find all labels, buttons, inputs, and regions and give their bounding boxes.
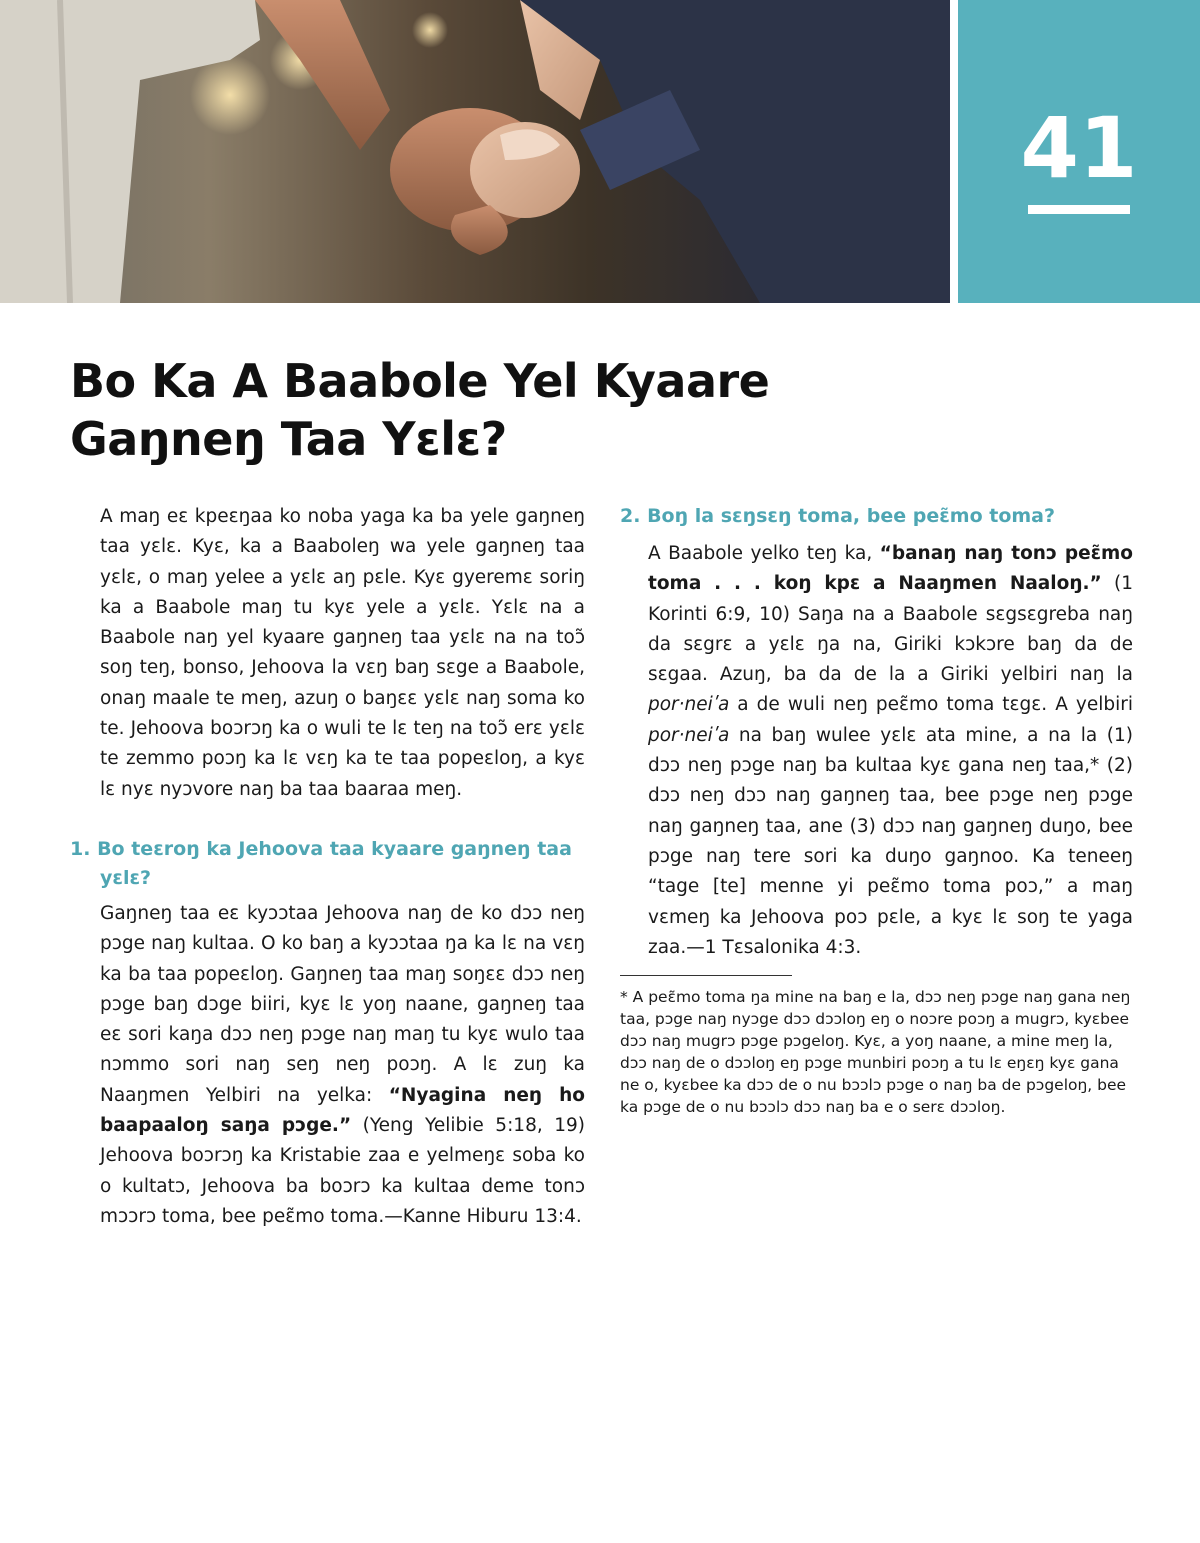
question-heading-2 (620, 502, 1133, 531)
answer-paragraph-1 (100, 899, 585, 1232)
page-title (70, 352, 890, 468)
holding-hands-photo (0, 0, 950, 303)
lesson-number: 41 (1020, 99, 1138, 197)
answer-1-text-a: Gaŋneŋ taa eɛ kyɔɔtaa Jehoova naŋ de ko dɔɔ neŋ pɔge naŋ kultaa. O ko baŋ a kyɔɔtaa ŋa ka lɛ na vɛŋ ka ba taa popeɛloŋ. Gaŋneŋ taa maŋ soŋɛɛ dɔɔ neŋ pɔge baŋ dɔge biiri, kyɛ lɛ yoŋ naane, gaŋneŋ taa eɛ sori kaŋa dɔɔ neŋ pɔge naŋ maŋ tu kyɛ wulo taa nɔmmo sori naŋ seŋ neŋ poɔŋ. A lɛ zuŋ ka Naaŋmen Yelbiri na yelka: (100, 902, 585, 1106)
answer-2-quote: “banaŋ naŋ tonɔ peɛ̃mo toma . . . koŋ kpɛ a Naaŋmen Naaloŋ.” (648, 543, 1133, 595)
question-text-1: Bo teɛroŋ ka Jehoova taa kyaare gaŋneŋ taa yɛlɛ? (97, 837, 572, 889)
answer-2-term: por·neiʹa (648, 694, 730, 716)
footnote-divider (620, 975, 792, 976)
footnote: * A peɛ̃mo toma ŋa mine na baŋ e la, dɔɔ neŋ pɔge naŋ gana neŋ taa, pɔge naŋ nyɔge dɔɔ dɔɔloŋ eŋ o noɔre poɔŋ a mugrɔ, kyɛbee dɔɔ naŋ mugrɔ pɔge pɔgeloŋ. Kyɛ, a yoŋ naane, a mine meŋ la, dɔɔ naŋ de o dɔɔloŋ eŋ pɔge munbiri poɔŋ a tu lɛ eŋɛŋ kyɛ gana ne o, kyɛbee ka dɔɔ de o nu bɔɔlɔ pɔge o naŋ ba de pɔgeloŋ, bee ka pɔge de o nu bɔɔlɔ dɔɔ naŋ ba e o serɛ dɔɔloŋ. (620, 988, 1131, 1117)
question-heading-1 (70, 835, 585, 893)
question-text-2: Boŋ la sɛŋsɛŋ toma, bee peɛ̃mo toma? (647, 505, 1056, 527)
answer-1-text-b: (Yeng Yelibie 5:18, 19) Jehoova boɔrɔŋ ka Kristabie zaa e yelmeŋɛ soba ko o kultatɔ, Jehoova ba boɔrɔ ka kultaa deme tonɔ mɔɔrɔ toma, bee peɛ̃mo toma.—Kanne Hiburu 13:4. (100, 1115, 585, 1227)
lesson-number-underline (1028, 205, 1130, 214)
answer-paragraph-2 (620, 539, 1133, 963)
lesson-number-box (958, 0, 1200, 303)
answer-2-text-a: A Baabole yelko teŋ ka, (648, 543, 873, 564)
answer-1-quote: “Nyagina neŋ ho baapaaloŋ saŋa pɔge.” (100, 1084, 585, 1137)
hero-photo (0, 0, 950, 303)
page-title-line-1: Bo Ka A Baabole Yel Kyaare (70, 354, 770, 408)
answer-2-term-2: por·neiʹa (648, 724, 730, 746)
left-column (70, 502, 585, 1232)
right-column (620, 502, 1133, 1118)
question-number-2: 2. (620, 505, 641, 527)
page-title-line-2: Gaŋneŋ Taa Yɛlɛ? (70, 412, 507, 466)
answer-2-text-d: na baŋ wulee yɛlɛ ata mine, a na la (1) dɔɔ neŋ pɔge naŋ ba kultaa kyɛ gana neŋ taa,* (2) dɔɔ neŋ dɔɔ naŋ gaŋneŋ taa, bee pɔge neŋ pɔge naŋ gaŋneŋ taa, ane (3) dɔɔ naŋ gaŋneŋ duŋo, bee pɔge naŋ tere sori ka duŋo gaŋnoo. Ka teneeŋ “tage [te] menne yi peɛ̃mo toma poɔ,” a maŋ vɛmeŋ ka Jehoova poɔ pɛle, a kyɛ lɛ soŋ te yaga zaa.—1 Tɛsalonika 4:3. (648, 724, 1133, 958)
answer-2-text-b: (1 Korinti 6:9, 10) Saŋa na a Baabole sɛgsɛgreba naŋ da sɛgrɛ a yɛlɛ ŋa na, Giriki kɔkɔre baŋ da de sɛgaa. Azuŋ, ba da de la a Giriki yelbiri naŋ la (648, 573, 1133, 686)
question-number-1: 1. (70, 837, 91, 860)
intro-paragraph: A maŋ eɛ kpeɛŋaa ko noba yaga ka ba yele gaŋneŋ taa yɛlɛ. Kyɛ, ka a Baaboleŋ wa yele gaŋneŋ taa yɛlɛ, o maŋ yelee a yɛlɛ aŋ pɛle. Kyɛ gyeremɛ soriŋ ka a Baabole maŋ tu kyɛ yele a yɛlɛ. Yɛlɛ na a Baabole naŋ yel kyaare gaŋneŋ taa yɛlɛ na na toɔ̃ soŋ teŋ, bonso, Jehoova la vɛŋ baŋ sɛge a Baabole, onaŋ maale te meŋ, azuŋ o baŋɛɛ yɛlɛ naŋ soma ko te. Jehoova boɔrɔŋ ka o wuli te lɛ teŋ na toɔ̃ erɛ yɛlɛ te zemmo poɔŋ ka lɛ vɛŋ ka te taa popeɛloŋ, a kyɛ lɛ nyɛ nyɔvore naŋ ba taa baaraa meŋ. (100, 506, 585, 800)
answer-2-text-c: a de wuli neŋ peɛ̃mo toma tɛgɛ. A yelbiri (729, 694, 1133, 716)
